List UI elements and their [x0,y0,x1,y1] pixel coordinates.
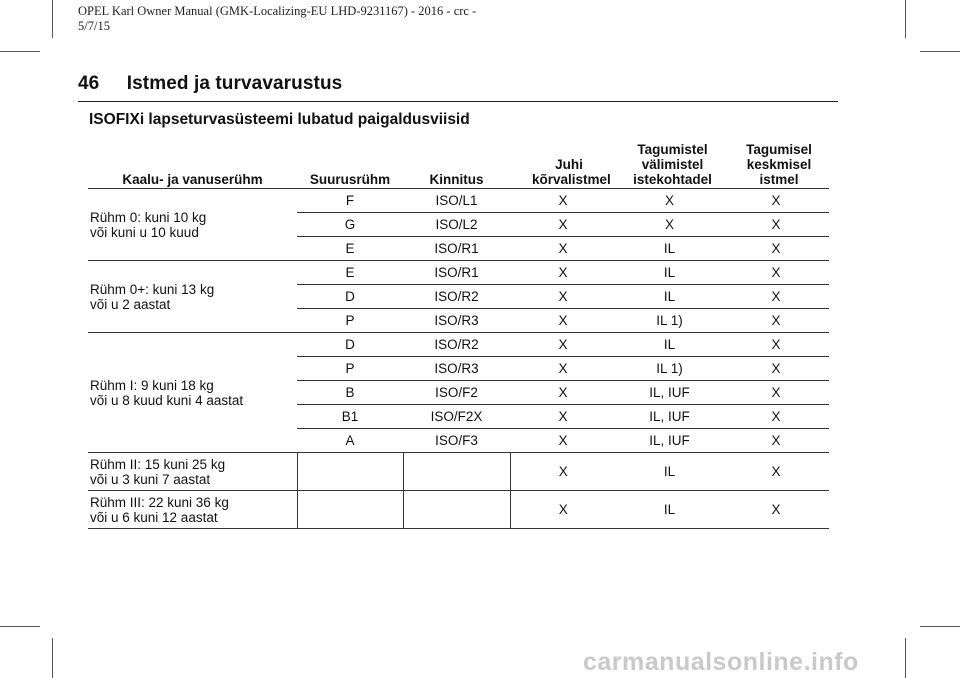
column-header: Tagumistel välimistel istekohtadel [633,142,712,187]
table-cell: X [616,189,723,213]
table-cell: X [510,261,616,285]
table-cell: IL [616,491,723,529]
weight-group-line: või u 2 aastat [90,296,171,312]
table-cell: IL [616,453,723,491]
table-cell: X [510,333,616,357]
table-cell [403,491,510,529]
heading-rule [78,101,838,102]
weight-group-cell [88,189,297,261]
weight-group-line: Rühm 0+: kuni 13 kg [90,281,215,297]
table-cell: IL, IUF [616,429,723,453]
table-cell: X [510,405,616,429]
table-cell: IL [616,333,723,357]
table-row [88,491,829,529]
print-header-line: 5/7/15 [78,19,110,33]
table-cell: ISO/R2 [403,333,510,357]
watermark: carmanualsonline.info [583,648,859,676]
page-heading [78,73,342,95]
table-cell: X [616,213,723,237]
table-cell: X [723,285,829,309]
weight-group-line: Rühm III: 22 kuni 36 kg [90,494,229,510]
table-cell: X [723,357,829,381]
table-cell: G [297,213,403,237]
table-cell: X [510,309,616,333]
table-cell: B [297,381,403,405]
table-cell: X [723,453,829,491]
section-title: Istmed ja turvavarustus [126,73,343,94]
weight-group-line: Rühm I: 9 kuni 18 kg [90,377,214,393]
table-cell: IL [616,285,723,309]
table-cell [297,453,403,491]
table-cell: ISO/F2X [403,405,510,429]
print-header-line: OPEL Karl Owner Manual (GMK-Localizing-EU LHD-9231167) - 2016 - crc - [78,4,477,18]
table-cell: ISO/L1 [403,189,510,213]
table-cell: P [297,309,403,333]
table-cell: A [297,429,403,453]
isofix-table [88,136,829,529]
weight-group-cell [88,453,297,491]
table-cell: P [297,357,403,381]
weight-group-line: või u 3 kuni 7 aastat [90,471,211,487]
table-cell: IL 1) [616,357,723,381]
table-cell: D [297,285,403,309]
table-cell: ISO/L2 [403,213,510,237]
table-cell: IL 1) [616,309,723,333]
table-cell: X [723,491,829,529]
weight-group-line: Rühm 0: kuni 10 kg [90,209,207,225]
table-cell: IL, IUF [616,405,723,429]
crop-mark [52,638,53,678]
table-cell: X [510,381,616,405]
table-body [88,189,829,529]
weight-group-line: Rühm II: 15 kuni 25 kg [90,456,226,472]
column-header: Suurusrühm [309,172,391,187]
table-cell: ISO/R1 [403,261,510,285]
table-cell [403,453,510,491]
table-cell: X [723,213,829,237]
crop-mark [920,51,960,52]
table-cell: X [723,429,829,453]
table-cell: ISO/R1 [403,237,510,261]
table-cell: X [510,429,616,453]
table-cell: ISO/R2 [403,285,510,309]
crop-mark [905,0,906,38]
table-row [88,189,829,213]
table-row [88,453,829,491]
table-cell [297,491,403,529]
table-cell: X [510,491,616,529]
table-cell: IL, IUF [616,381,723,405]
table-title: ISOFIXi lapseturvasüsteemi lubatud paigaldusviisid [89,111,470,128]
table-cell: D [297,333,403,357]
table-cell: F [297,189,403,213]
table-row [88,261,829,285]
table-cell: E [297,237,403,261]
table-cell: X [723,261,829,285]
weight-group-line: või u 8 kuud kuni 4 aastat [90,392,244,408]
table-cell: ISO/R3 [403,309,510,333]
table-header-row [88,136,829,189]
crop-mark [0,51,40,52]
table-cell: X [510,453,616,491]
table-cell: ISO/F3 [403,429,510,453]
table-cell: X [723,237,829,261]
table-cell: X [510,189,616,213]
table-cell: X [723,405,829,429]
table-cell: X [510,213,616,237]
crop-mark [52,0,53,38]
weight-group-cell [88,261,297,333]
weight-group-line: või u 6 kuni 12 aastat [90,509,218,525]
column-header: Kinnitus [429,172,484,187]
table-cell: X [723,381,829,405]
column-header: Juhi kõrvalistmel [532,157,611,187]
column-header: Kaalu- ja vanuserühm [122,172,263,187]
table-cell: B1 [297,405,403,429]
table-cell: X [510,237,616,261]
page-number: 46 [78,73,100,94]
table-cell: X [723,189,829,213]
crop-mark [905,638,906,678]
table-cell: IL [616,237,723,261]
crop-mark [0,626,40,627]
table-cell: X [510,357,616,381]
table-cell: X [723,333,829,357]
table-row [88,333,829,357]
weight-group-line: või kuni u 10 kuud [90,224,199,240]
table-cell: X [723,309,829,333]
print-header-note [78,4,498,34]
table-cell: X [510,285,616,309]
weight-group-cell [88,333,297,453]
table-cell: IL [616,261,723,285]
table-cell: ISO/F2 [403,381,510,405]
table-cell: E [297,261,403,285]
crop-mark [920,626,960,627]
column-header: Tagumisel keskmisel istmel [746,142,812,187]
weight-group-cell [88,491,297,529]
table-cell: ISO/R3 [403,357,510,381]
